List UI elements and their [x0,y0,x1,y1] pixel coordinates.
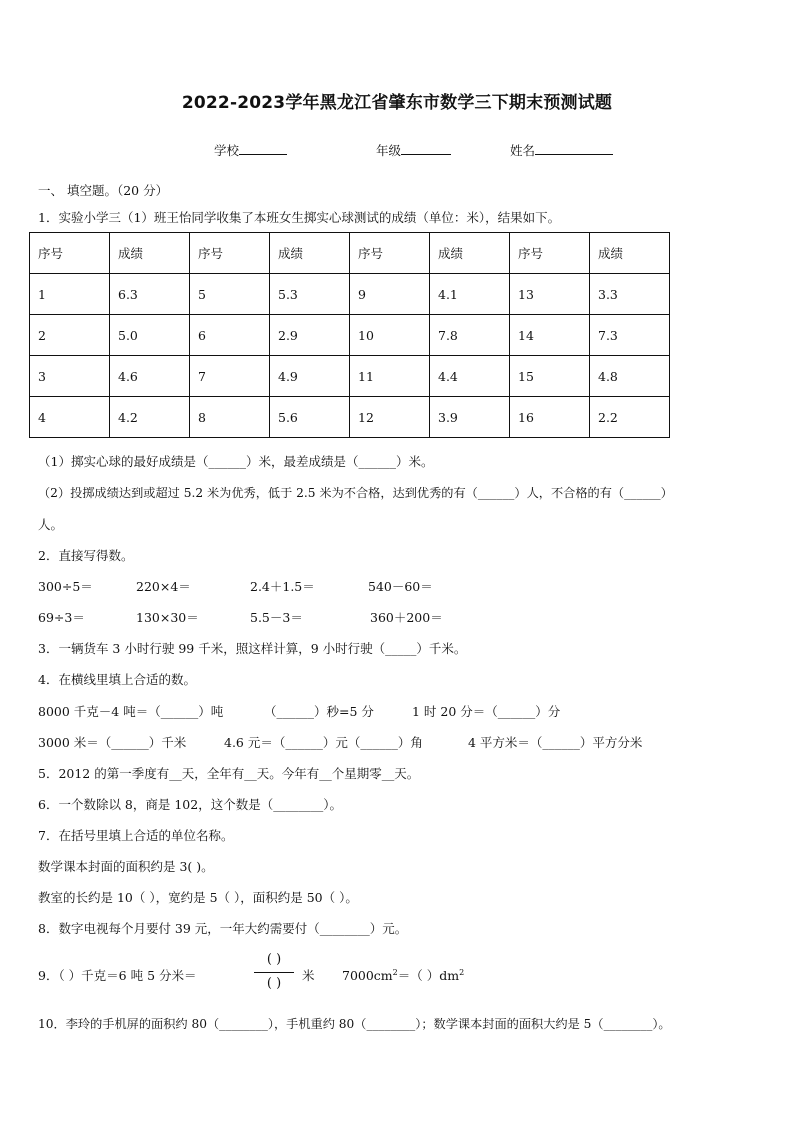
table-cell: 10 [350,315,430,356]
table-cell: 8 [190,397,270,438]
table-cell: 4.1 [430,274,510,315]
table-cell: 4.8 [590,356,670,397]
conversion-item: 4.6 元＝（______）元（______）角 [224,735,423,750]
calc-item: 2.4＋1.5＝ [250,579,315,594]
superscript: 2 [459,967,465,977]
table-cell: 3 [30,356,110,397]
grade-label: 年级 [376,143,402,158]
table-cell: 4.6 [110,356,190,397]
question-5-text: 5．2012 的第一季度有__天，全年有__天。今年有__个星期零__天。 [38,766,420,781]
table-cell: 5 [190,274,270,315]
table-header-cell: 序号 [350,233,430,274]
table-cell: 1 [30,274,110,315]
table-header-cell: 成绩 [430,233,510,274]
conversion-item: 4 平方米＝（______）平方分米 [468,735,643,750]
calc-item: 540－60＝ [368,579,433,594]
question-8-text: 8．数字电视每个月要付 39 元，一年大约需要付（________）元。 [38,921,408,936]
area-conversion: ＝（ ）dm [397,968,460,983]
table-header-cell: 成绩 [590,233,670,274]
table-header-cell: 序号 [30,233,110,274]
table-cell: 4 [30,397,110,438]
page-title: 2022-2023学年黑龙江省肇东市数学三下期末预测试题 [181,93,613,113]
table-row [30,356,670,397]
table-cell: 4.9 [270,356,350,397]
table-header-cell: 序号 [190,233,270,274]
question-1-part-2: （2）投掷成绩达到或超过 5.2 米为优秀，低于 2.5 米为不合格，达到优秀的有（______）人，不合格的有（______） [38,486,673,500]
table-cell: 9 [350,274,430,315]
area-value: 7000cm [342,968,393,983]
table-cell: 6 [190,315,270,356]
question-9-unit: 米 [302,968,315,983]
table-row [30,274,670,315]
table-cell: 4.2 [110,397,190,438]
table-cell: 7.3 [590,315,670,356]
school-label: 学校 [214,143,240,158]
table-cell: 13 [510,274,590,315]
table-cell: 3.9 [430,397,510,438]
table-cell: 2.9 [270,315,350,356]
table-cell: 2.2 [590,397,670,438]
superscript: 2 [392,967,398,977]
table-cell: 2 [30,315,110,356]
question-1-part-2-cont: 人。 [38,517,64,532]
calc-item: 300÷5＝ [38,579,93,594]
question-9-part-3 [342,966,464,984]
table-row [30,397,670,438]
table-cell: 5.0 [110,315,190,356]
question-1-part-1: （1）掷实心球的最好成绩是（______）米，最差成绩是（______）米。 [38,454,434,469]
question-10-text: 10．李玲的手机屏的面积约 80（________），手机重约 80（________）；数学课本封面的面积大约是 5（________）。 [38,1017,671,1031]
table-cell: 4.4 [430,356,510,397]
conversion-item: （______）秒=5 分 [264,704,374,719]
table-cell: 5.3 [270,274,350,315]
table-cell: 14 [510,315,590,356]
grade-blank [401,141,451,155]
question-7-text: 7．在括号里填上合适的单位名称。 [38,828,234,843]
table-cell: 5.6 [270,397,350,438]
calc-item: 360＋200＝ [370,610,443,625]
table-header-cell: 序号 [510,233,590,274]
question-3-text: 3．一辆货车 3 小时行驶 99 千米，照这样计算，9 小时行驶（_____）千米。 [38,641,467,656]
scores-table [29,232,670,438]
name-label: 姓名 [510,143,536,158]
school-blank [239,141,287,155]
table-cell: 16 [510,397,590,438]
name-field [510,141,613,159]
table-row [30,315,670,356]
fraction-numerator: ( ) [266,952,282,967]
question-1-text: 1．实验小学三（1）班王怡同学收集了本班女生掷实心球测试的成绩（单位：米），结果如下。 [38,210,561,225]
table-cell: 3.3 [590,274,670,315]
table-cell: 11 [350,356,430,397]
conversion-item: 1 时 20 分＝（______）分 [412,704,561,719]
question-7-line-1: 数学课本封面的面积约是 3( )。 [38,859,214,874]
table-cell: 7 [190,356,270,397]
question-7-line-2: 教室的长约是 10（ ），宽约是 5（ ），面积约是 50（ ）。 [38,890,358,905]
table-cell: 6.3 [110,274,190,315]
table-header-row [30,233,670,274]
fraction-blank [250,950,298,996]
table-cell: 7.8 [430,315,510,356]
calc-item: 220×4＝ [136,579,191,594]
question-4-text: 4．在横线里填上合适的数。 [38,672,196,687]
section-heading: 一、 填空题。（20 分） [38,183,169,198]
school-field [214,141,287,159]
table-cell: 12 [350,397,430,438]
fraction-bar [254,972,294,973]
calc-item: 130×30＝ [136,610,199,625]
calc-item: 5.5－3＝ [250,610,303,625]
conversion-item: 8000 千克－4 吨＝（______）吨 [38,704,224,719]
table-header-cell: 成绩 [270,233,350,274]
question-6-text: 6．一个数除以 8，商是 102，这个数是（________）。 [38,797,342,812]
grade-field [376,141,451,159]
conversion-item: 3000 米＝（______）千米 [38,735,187,750]
question-2-text: 2．直接写得数。 [38,548,134,563]
table-cell: 15 [510,356,590,397]
calc-item: 69÷3＝ [38,610,85,625]
fraction-denominator: ( ) [266,976,282,991]
name-blank [535,141,613,155]
table-header-cell: 成绩 [110,233,190,274]
question-9-part-1: 9．（ ）千克＝6 吨 5 分米＝ [38,968,197,983]
